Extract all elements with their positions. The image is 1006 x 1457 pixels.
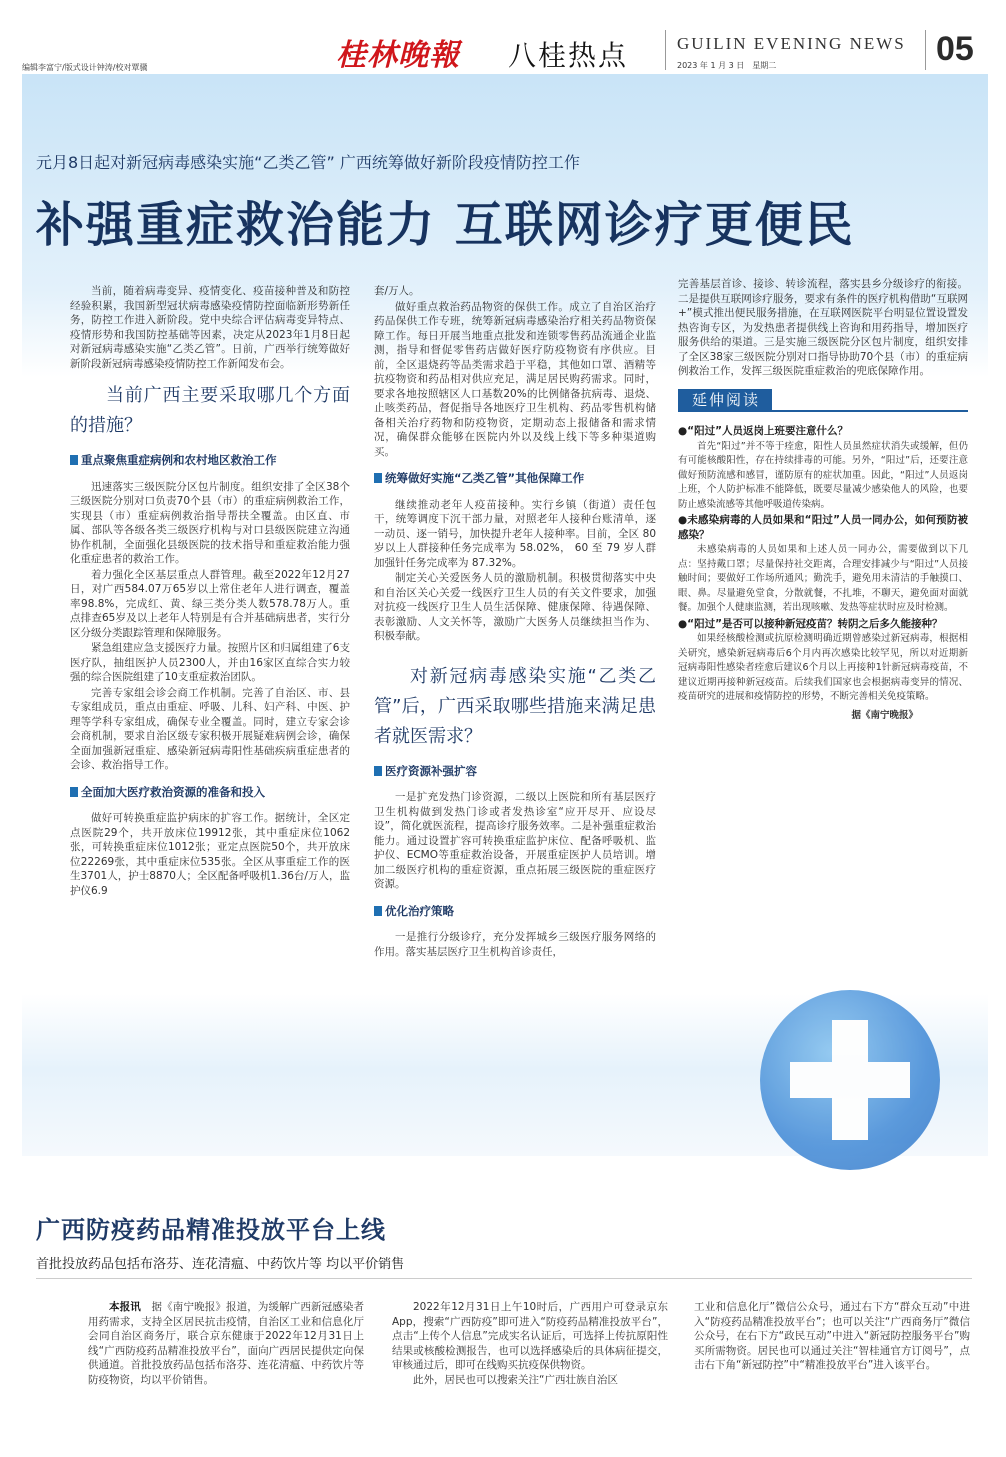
extended-reading-box [678, 389, 968, 724]
paragraph: 着力强化全区基层重点人群管理。截至2022年12月27日，对广西584.07万65岁以上常住老年人进行调查，覆盖率98.8%，完成红、黄、绿三类分类人数578.78万人。重点排查65岁及以上老年人特别是有合并基础病患者，实行分区分级分类跟踪管理和保障服务。 [70, 568, 350, 639]
qa-answer: 首先“阳过”并不等于痊愈，阳性人员虽然症状消失或缓解，但仍有可能核酸阳性，存在持续排毒的可能。另外，“阳过”后，还要注意做好预防流感和感冒，谨防原有的症状加重。因此，“阳过”人员返岗上班，个人防护标准不能降低，既要尽量减少感染他人的风险，也要防止感染流感等其他呼吸道传染病。 [678, 440, 968, 510]
paragraph: 完善专家组会诊会商工作机制。完善了自治区、市、县专家组成员，重点由重症、呼吸、儿科、妇产科、中医、护理等学科专家组成，确保专业全覆盖。同时，建立专家会诊会商机制，要求自治区级专家积极开展疑难病例会诊，确保全面加强新冠重症、感染新冠病毒阳性基础疾病重症患者的会诊、救治指导工作。 [70, 686, 350, 771]
paragraph: 套/万人。 [374, 285, 420, 297]
issue-date: 2023 年 1 月 3 日 星期二 [677, 61, 777, 70]
article2-column-2 [392, 1300, 668, 1387]
paragraph: 做好可转换重症监护病床的扩容工作。据统计，全区定点医院29个，共开放床位19912张，其中重症床位1062张，可转换重症床位1012张；亚定点医院50个，共开放床位22269张，其中重症床位535张。全区从事重症工作的医生3701人，护士8870人；全区配备呼吸机1.36台/万人，监护仪6.9 [70, 812, 350, 897]
article-column-3 [678, 277, 968, 724]
subheading: 统筹做好实施“乙类乙管”其他保障工作 [374, 471, 656, 486]
paragraph: 一是扩充发热门诊资源，二级以上医院和所有基层医疗卫生机构做到发热门诊或者发热诊室“应开尽开、应设尽设”，简化就医流程，提高诊疗服务效率。二是补强重症救治能力。通过设置扩容可转换重症监护床位、配备呼吸机、监护仪、ECMO等重症救治设备，开展重症医护人员培训。增加二级医疗机构的重症资源，重点拓展三级医院的重症医疗资源。 [374, 791, 656, 890]
lead-tag: 本报讯 [109, 1301, 141, 1313]
intro-paragraph: 当前，随着病毒变异、疫情变化、疫苗接种普及和防控经验积累，我国新型冠状病毒感染疫情防控面临新形势新任务，防控工作进入新阶段。党中央综合评估病毒变异特点、疫情形势和我国防控基础等因素，决定从2023年1月8日起对新冠病毒感染实施“乙类乙管”。日前，广西举行统筹做好新阶段新冠病毒感染疫情防控工作新闻发布会。 [70, 285, 350, 370]
page-header [0, 0, 1006, 76]
question-heading-2: 对新冠病毒感染实施“乙类乙管”后，广西采取哪些措施来满足患者就医需求？ [374, 665, 656, 747]
lead-title: 补强重症救治能力 互联网诊疗更便民 [36, 197, 855, 253]
square-bullet-icon [70, 787, 78, 797]
qa-question: ●“阳过”人员返岗上班要注意什么？ [678, 425, 848, 437]
qa-question: ●“阳过”是否可以接种新冠疫苗？转阴之后多久能接种？ [678, 617, 943, 630]
paragraph: 完善基层首诊、接诊、转诊流程，落实县乡分级诊疗的衔接。二是提供互联网诊疗服务，要求有条件的医疗机构借助“互联网+”模式推出便民服务措施，在互联网医院平台明显位置设置发热咨询专区，为发热患者提供线上咨询和用药指导，增加医疗服务供给的渠道。三是实施三级医院分区包片制度，组织安排了全区38家三级医院分别对口指导协助70个县（市）的重症病例救治工作，发挥三级医院重症救治的兜底保障作用。 [678, 278, 968, 377]
paragraph: 工业和信息化厅”微信公众号，通过右下方“群众互动”中进入“防疫药品精准投放平台”；也可以关注“广西商务厅”微信公众号，在右下方“政民互动”中进入“新冠防控服务平台”购买所需物资。居民也可以通过关注“智桂通官方订阅号”，点击右下角“新冠防控”中“精准投放平台”进入该平台。 [694, 1301, 970, 1371]
paragraph: 继续推动老年人疫苗接种。实行乡镇（街道）责任包干，统筹调度下沉干部力量，对照老年人接种台账清单，逐一动员、逐一销号，加快提升老年人接种率。目前，全区 80 岁以上人群接种任务完成率为 58.02%， 60 至 79 岁人群加强针任务完成率为 87.32%。 [374, 498, 656, 569]
english-name: GUILIN EVENING NEWS [677, 34, 906, 53]
editors-line: 编辑李富宁/版式设计钟涛/校对覃骥 [22, 63, 148, 72]
divider [36, 1278, 972, 1279]
question-heading-1: 当前广西主要采取哪几个方面的措施？ [70, 385, 350, 436]
qa-question: ●未感染病毒的人员如果和“阳过”人员一同办公，如何预防被感染？ [678, 514, 968, 541]
paragraph: 紧急组建应急支援医疗力量。按照片区和归属组建了6支医疗队，抽组医护人员2300人，并由16家区直综合实力较强的综合医院组建了10支重症救治团队。 [70, 642, 350, 683]
article-column-1 [70, 284, 350, 899]
subheading: 医疗资源补强扩容 [374, 764, 656, 779]
medical-cross-icon [760, 990, 940, 1170]
paragraph: 2022年12月31日上午10时后，广西用户可登录京东App，搜索“广西防疫”即可进入“防疫药品精准投放平台”，点击“上传个人信息”完成实名认证后，可选择上传抗原阳性结果或核酸检测报告，也可以选择感染后的具体病征提交，审核通过后，即可在线购买抗疫保供物资。 [392, 1301, 668, 1371]
paragraph: 做好重点救治药品物资的保供工作。成立了自治区治疗药品保供工作专班，统筹新冠病毒感染治疗相关药品物资保障工作。每日开展当地重点批发和连锁零售药品流通企业监测，指导和督促零售药店做好医疗防疫物资有序供应。目前，全区退烧药等品类需求趋于平稳，其他如口罩、酒精等抗疫物资和药品相对供应充足，满足居民购药需求。同时，要求各地按照辖区人口基数20%的比例储备抗病毒、退烧、止咳类药品，督促指导各地医疗卫生机构、药品零售机构储备相关治疗药物和防疫物资，定期动态上报储备和需求情况，确保群众能够在医院内外以及线上线下等多种渠道购买。 [374, 300, 656, 458]
article2-column-3 [694, 1300, 970, 1373]
paragraph: 制定关心关爱医务人员的激励机制。积极贯彻落实中央和自治区关心关爱一线医疗卫生人员的有关文件要求，加强对抗疫一线医疗卫生人员生活保障、健康保障、待遇保障、表彰激励、人文关怀等，激励广大医务人员继续担当作为、积极奉献。 [374, 572, 656, 642]
square-bullet-icon [374, 473, 382, 483]
article2-subtitle: 首批投放药品包括布洛芬、连花清瘟、中药饮片等 均以平价销售 [36, 1257, 405, 1272]
header-divider-2 [925, 30, 926, 70]
extended-reading-label: 延伸阅读 [678, 389, 772, 412]
header-divider [665, 30, 666, 70]
newspaper-logo: 桂林晚報 [336, 38, 460, 73]
article-column-2 [374, 284, 656, 960]
page-number: 05 [936, 30, 974, 68]
qa-answer: 如果经核酸检测或抗原检测明确近期曾感染过新冠病毒，根据相关研究，感染新冠病毒后6个月内再次感染比较罕见，所以对近期新冠病毒阳性感染者痊愈后建议6个月以上再接种1针新冠病毒疫苗，不建议近期再接种新冠疫苗。后续我们国家也会根据病毒变异的情况、疫苗研究的进展和疫情防控的形势，不断完善相关免疫策略。 [678, 633, 968, 702]
subheading: 重点聚焦重症病例和农村地区救治工作 [70, 453, 350, 468]
lead-subtitle: 元月8日起对新冠病毒感染实施“乙类乙管” 广西统筹做好新阶段疫情防控工作 [36, 153, 580, 172]
paragraph: 一是推行分级诊疗，充分发挥城乡三级医疗服务网络的作用。落实基层医疗卫生机构首诊责任， [374, 931, 656, 958]
subheading: 优化治疗策略 [374, 904, 656, 919]
qa-answer: 未感染病毒的人员如果和上述人员一同办公，需要做到以下几点：坚持戴口罩；尽量保持社交距离，合理安排减少与“阳过”人员接触时间；要做好工作场所通风；勤洗手，避免用未清洁的手触摸口、眼、鼻。尽量避免堂食，分散就餐，不扎堆，不聊天，避免面对面就餐。加强个人健康监测，若出现咳嗽、发热等症状时应及时检测。 [678, 544, 968, 613]
square-bullet-icon [374, 906, 382, 916]
subheading: 全面加大医疗救治资源的准备和投入 [70, 785, 350, 800]
article2-title: 广西防疫药品精准投放平台上线 [36, 1216, 386, 1244]
paragraph: 迅速落实三级医院分区包片制度。组织安排了全区38个三级医院分别对口负责70个县（市）的重症病例救治工作，实现县（市）重症病例救治指导帮扶全覆盖。由区直、市属、部队等各级各类三级医疗机构与对口县级医院建立沟通协作机制，全面强化县级医院的技术指导和重症救治能力强化重症患者的救治工作。 [70, 480, 350, 565]
section-name: 八桂热点 [508, 39, 629, 72]
paragraph: 此外，居民也可以搜索关注“广西壮族自治区 [413, 1373, 618, 1386]
square-bullet-icon [374, 766, 382, 776]
source-credit: 据《南宁晚报》 [851, 709, 918, 721]
square-bullet-icon [70, 455, 78, 465]
article2-column-1 [88, 1300, 364, 1387]
paragraph: 据《南宁晚报》报道，为缓解广西新冠感染者用药需求，支持全区居民抗击疫情，自治区工业和信息化厅会同自治区商务厅，联合京东健康于2022年12月31日上线“广西防疫药品精准投放平台”，面向广西居民提供定向保供通道。首批投放药品包括布洛芬、连花清瘟、中药饮片等防疫物资，均以平价销售。 [88, 1301, 365, 1386]
